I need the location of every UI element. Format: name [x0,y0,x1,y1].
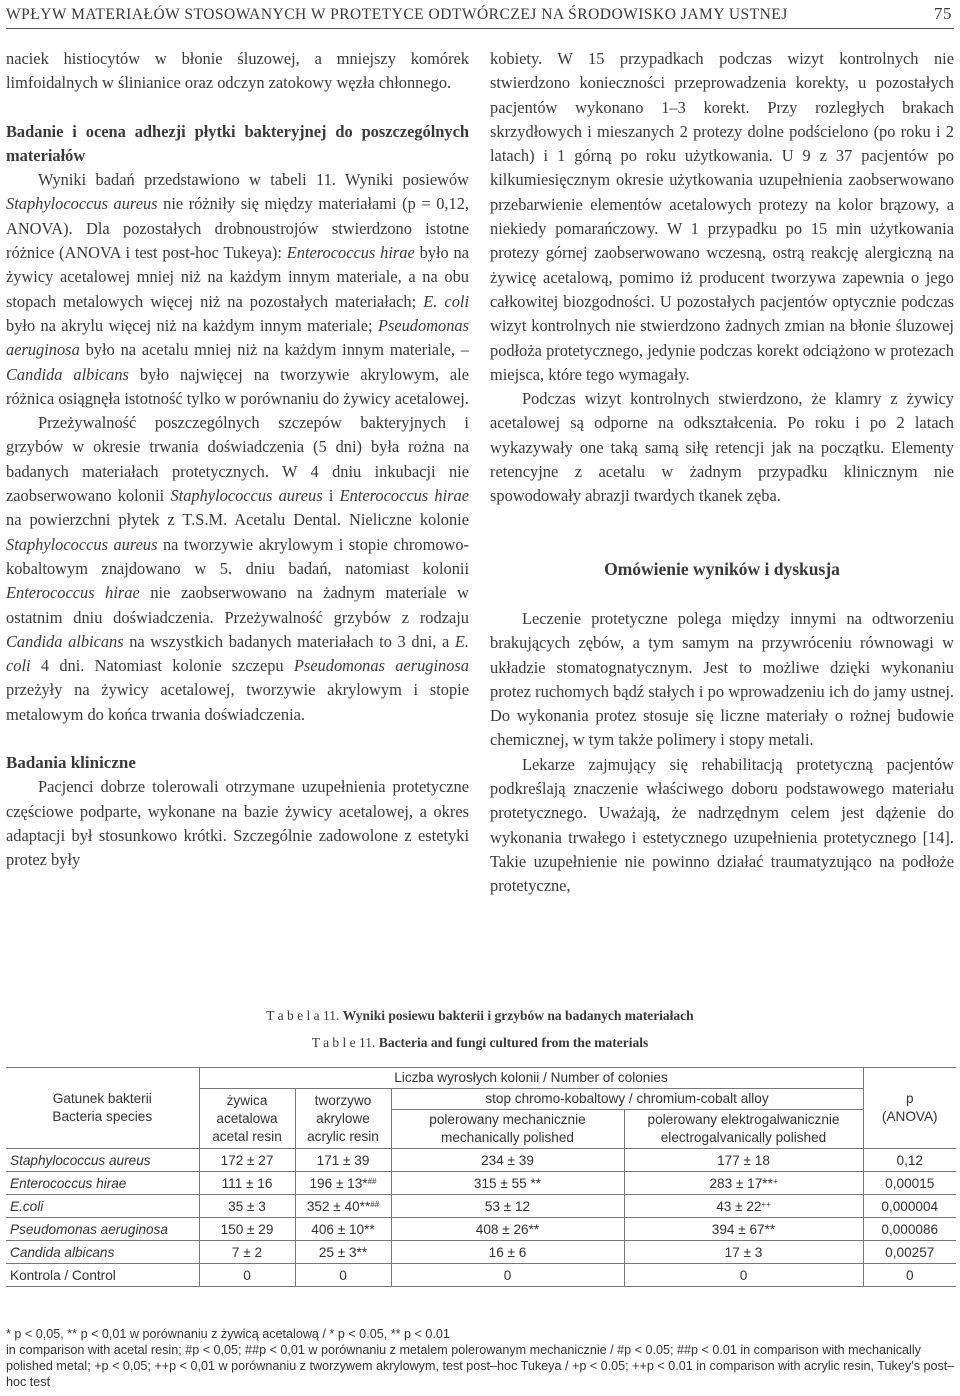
table-header-acetal: żywica acetalowa acetal resin [199,1089,295,1149]
table-caption-pl: T a b e l a 11. Wyniki posiewu bakterii i grzybów na badanych materiałach [266,1008,694,1023]
table-header-p: p (ANOVA) [863,1068,956,1149]
page-number: 75 [934,4,952,23]
section-heading-adhezja: Badanie i ocena adhezji płytki bakteryjnej do poszczególnych materiałów [6,121,469,165]
table-caption-en: T a b l e 11. Bacteria and fungi cultured from the materials [311,1035,649,1050]
running-title: WPŁYW MATERIAŁÓW STOSOWANYCH W PROTETYCE ODTWÓRCZEJ NA ŚRODOWISKO JAMY USTNEJ [6,6,788,23]
left-column [6,47,469,873]
table-cell-acetal: 172 ± 27 [199,1149,295,1172]
table-cell-electro: 0 [624,1264,863,1287]
table-header-group: Liczba wyrosłych kolonii / Number of colonies [199,1068,863,1089]
table-cell-species: Kontrola / Control [6,1264,199,1287]
paragraph: kobiety. W 15 przypadkach podczas wizyt kontrolnych nie stwierdzono konieczności przeprowadzenia korekty, u pozostałych pacjentów wykonano 1–3 korekt. Przy rozległych brakach skrzydłowych i mieszanych 2 protezy dolne podścielono (po roku i 2 latach) i 1 górną po roku użytkowania. U 9 z 37 pacjentów po kilkumiesięcznym okresie użytkowania uzupełnienia zaobserwowano przebarwienie elementów acetalowych protezy na kolor brązowy, a niekiedy pomarańczowy. W 1 przypadku po 15 min użytkowania protezy górnej zaobserwowano wczesną, ostrą reakcję alergiczną na żywicę acetalową, pomimo iż producent tworzywa zapewnia o jego całkowitej biozgodności. U pozostałych pacjentów optycznie podczas wizyt kontrolnych nie stwierdzono żadnych zmian na błonie śluzowej podłoża protetycznego, jedynie podczas korekt odciążono w protezach miejsca, które tego wymagały. [490,49,954,384]
table-cell-p: 0 [863,1264,956,1287]
table-row [6,1195,956,1218]
table-cell-mech: 408 ± 26** [391,1218,624,1241]
table-cell-electro: 283 ± 17**+ [624,1172,863,1195]
table-cell-acrylic: 196 ± 13*## [295,1172,391,1195]
table-row [6,1264,956,1287]
table-cell-acetal: 150 ± 29 [199,1218,295,1241]
section-heading-discussion: Omówienie wyników i dyskusja [604,558,840,579]
footnote: in comparison with acetal resin; #p < 0,05; ##p < 0,01 w porównaniu z metalem polerowanym mechanicznie / #p < 0.05; ##p < 0.01 in comparison with mechanically polished metal; +p < 0,05; ++p < 0,01 w porównaniu z tworzywem akrylowym, test post–hoc Tukeya / +p < 0.05; ++p < 0.01 in comparison with acrylic resin, Tukey’s post–hoc test [6,1343,955,1389]
table-cell-mech: 16 ± 6 [391,1241,624,1264]
table-cell-p: 0,12 [863,1149,956,1172]
table-header-mech: polerowany mechanicznie mechanically polished [391,1110,624,1149]
table-cell-acetal: 35 ± 3 [199,1195,295,1218]
paragraph: Pacjenci dobrze tolerowali otrzymane uzupełnienia protetyczne częściowe podparte, wykonane na bazie żywicy acetalowej, a okres adaptacji był stosunkowo krótki. Szczególnie zadowolone z estetyki protez były [6,777,469,870]
paragraph: Leczenie protetyczne polega między innymi na odtworzeniu brakujących zębów, a tym samym na przywróceniu równowagi w układzie stomatognatycznym. Jest to możliwe dzięki wykonaniu protez ruchomych bądź stałych i po wprowadzeniu ich do jamy ustnej. Do wykonania protez stosuje się liczne materiały o rożnej budowie chemicznej, w tym także polimery i stopy metali. [490,608,954,750]
table-row [6,1149,956,1172]
table-cell-p: 0,00257 [863,1241,956,1264]
table-cell-species: Pseudomonas aeruginosa [6,1218,199,1241]
table-cell-p: 0,00015 [863,1172,956,1195]
table-cell-electro: 43 ± 22++ [624,1195,863,1218]
table-cell-mech: 315 ± 55 ** [391,1172,624,1195]
table-row [6,1218,956,1241]
table-row [6,1241,956,1264]
table-cell-p: 0,000086 [863,1218,956,1241]
table-row [6,1172,956,1195]
paragraph: Podczas wizyt kontrolnych stwierdzono, że klamry z żywicy acetalowej są odporne na odkształcenia. Po roku i po 2 latach wykazywały one taką samą siłę retencji jak na początku. Elementy retencyjne z acetalu w żadnym przypadku klinicznym nie spowodowały abrazji twardych tkanek zęba. [490,389,954,506]
paragraph: Przeżywalność poszczególnych szczepów bakteryjnych i grzybów w okresie trwania doświadczenia (5 dni) była rożna na badanych materiałach protetycznych. W 4 dniu inkubacji nie zaobserwowano kolonii Staphylococcus aureus i Enterococcus hirae na powierzchni płytek z T.S.M. Acetalu Dental. Nieliczne kolonie Staphylococcus aureus na tworzywie akrylowym i stopie chromowo-kobaltowym znajdowano w 5. dniu badań, natomiast kolonii Enterococcus hirae nie zaobserwowano na żadnym materiale w ostatnim dniu doświadczenia. Przeżywalność grzybów z rodzaju Candida albicans na wszystkich badanych materiałach to 3 dni, a E. coli 4 dni. Natomiast kolonie szczepu Pseudomonas aeruginosa przeżyły na żywicy acetalowej, tworzywie akrylowym i stopie metalowym do końca trwania doświadczenia. [6,413,470,724]
table-cell-electro: 17 ± 3 [624,1241,863,1264]
table-cell-species: E.coli [6,1195,199,1218]
table-header-acrylic: tworzywo akrylowe acrylic resin [295,1089,391,1149]
table-cell-acetal: 111 ± 16 [199,1172,295,1195]
table-cell-acrylic: 25 ± 3** [295,1241,391,1264]
table-header-species: Gatunek bakterii Bacteria species [6,1068,199,1149]
table-cell-acrylic: 171 ± 39 [295,1149,391,1172]
table-cell-electro: 394 ± 67** [624,1218,863,1241]
table-cell-mech: 234 ± 39 [391,1149,624,1172]
results-table [6,1067,956,1287]
paragraph: naciek histiocytów w błonie śluzowej, a mniejszy komórek limfoidalnych w ślinianice oraz odczyn zatokowy węzła chłonnego. [6,49,469,93]
table-footnotes [6,1326,956,1390]
paragraph: Wyniki badań przedstawiono w tabeli 11. Wyniki posiewów Staphylococcus aureus nie różniły się między materiałami (p = 0,12, ANOVA). Dla pozostałych drobnoustrojów stwierdzono istotne różnice (ANOVA i test post-hoc Tukeya): Enterococcus hirae było na żywicy acetalowej mniej niż na każdym innym materiale, a na obu stopach metalowych więcej niż na pozostałych materiałach; E. coli było na akrylu więcej niż na każdym innym materiale; Pseudomonas aeruginosa było na acetalu mniej niż na każdym innym materiale, – Candida albicans było najwięcej na tworzywie akrylowym, ale różnica osiągnęła istotność tylko w porównaniu do żywicy acetalowej. [6,170,470,408]
table-cell-acrylic: 406 ± 10** [295,1218,391,1241]
right-column [490,47,954,899]
table-cell-electro: 177 ± 18 [624,1149,863,1172]
table-cell-p: 0,000004 [863,1195,956,1218]
table-cell-species: Enterococcus hirae [6,1172,199,1195]
table-cell-acetal: 0 [199,1264,295,1287]
table-cell-acrylic: 352 ± 40**## [295,1195,391,1218]
section-heading-kliniczne: Badania kliniczne [6,753,136,773]
table-cell-species: Staphylococcus aureus [6,1149,199,1172]
table-cell-mech: 53 ± 12 [391,1195,624,1218]
table-cell-species: Candida albicans [6,1241,199,1264]
paragraph: Lekarze zajmujący się rehabilitacją protetyczną pacjentów podkreślają znaczenie właściwego doboru podstawowego materiału protetycznego. Uważają, że nadrzędnym celem jest dążenie do wykonania trwałego i estetycznego uzupełnienia protetycznego [14]. Takie uzupełnienie nie powinno działać traumatyzująco na podłoże protetyczne, [490,754,954,896]
table-cell-acrylic: 0 [295,1264,391,1287]
running-header [6,4,954,29]
footnote: * p < 0,05, ** p < 0,01 w porównaniu z żywicą acetalową / * p < 0.05, ** p < 0.01 [6,1327,450,1341]
table-header-alloy: stop chromo-kobaltowy / chromium-cobalt alloy [391,1089,863,1110]
table-cell-acetal: 7 ± 2 [199,1241,295,1264]
table-header-electro: polerowany elektrogalwanicznie electrogalvanically polished [624,1110,863,1149]
table-cell-mech: 0 [391,1264,624,1287]
